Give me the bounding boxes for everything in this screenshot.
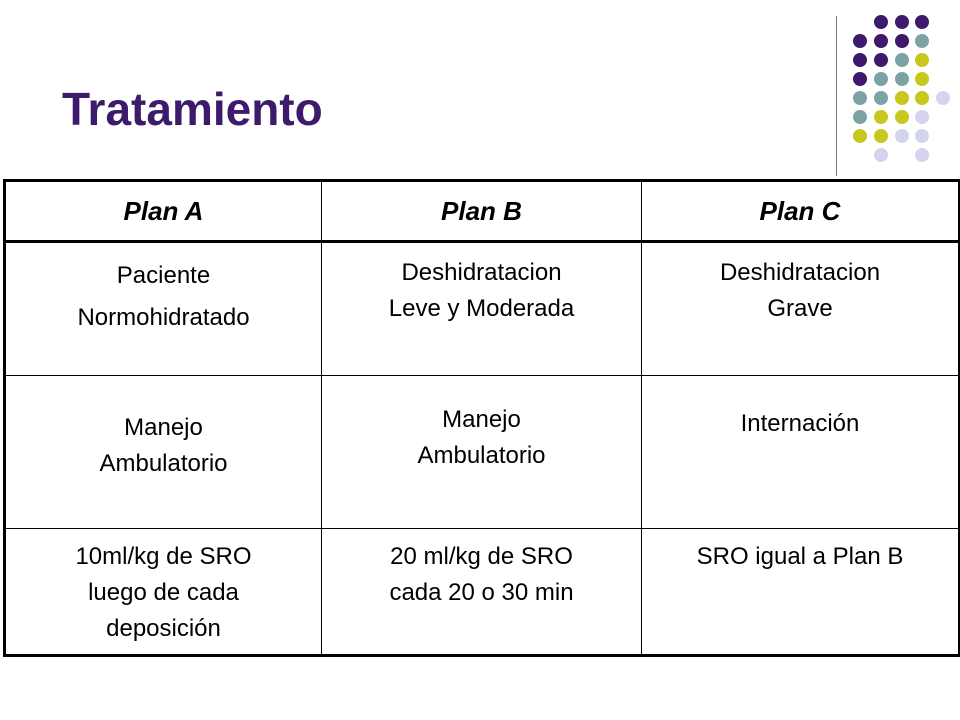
decorative-dot — [895, 34, 909, 48]
cell-plan-a-management — [5, 376, 322, 529]
decorative-dot — [915, 91, 929, 105]
header-plan-a: Plan A — [5, 181, 322, 242]
decorative-dot — [915, 110, 929, 124]
cell-plan-a-status — [5, 242, 322, 376]
treatment-plan-table — [3, 179, 960, 657]
cell-line: 20 ml/kg de SRO — [390, 543, 573, 570]
decorative-dot — [874, 53, 888, 67]
decorative-dot — [874, 72, 888, 86]
header-plan-b: Plan B — [322, 181, 642, 242]
table-row — [5, 529, 960, 656]
decorative-dot-grid — [0, 0, 960, 160]
decorative-dot — [915, 15, 929, 29]
decorative-dot — [936, 91, 950, 105]
decorative-dot — [895, 110, 909, 124]
decorative-dot — [895, 72, 909, 86]
cell-plan-b-status — [322, 242, 642, 376]
cell-plan-c-management — [642, 376, 960, 529]
cell-line: 10ml/kg de SRO — [75, 543, 252, 570]
cell-line: Normohidratado — [77, 304, 250, 331]
cell-plan-b-dose — [322, 529, 642, 656]
cell-line: Grave — [767, 295, 833, 322]
decorative-dot — [915, 72, 929, 86]
cell-plan-b-management — [322, 376, 642, 529]
decorative-dot — [853, 110, 867, 124]
decorative-dot — [874, 15, 888, 29]
decorative-dot — [874, 148, 888, 162]
decorative-dot — [895, 91, 909, 105]
table-header-row — [5, 181, 960, 242]
cell-line: luego de cada — [88, 579, 239, 606]
cell-line: Internación — [740, 410, 860, 437]
decorative-dot — [853, 91, 867, 105]
decorative-dot — [853, 53, 867, 67]
cell-line: Deshidratacion — [401, 259, 562, 286]
decorative-dot — [895, 53, 909, 67]
cell-plan-a-dose — [5, 529, 322, 656]
decorative-dot — [915, 129, 929, 143]
cell-line: cada 20 o 30 min — [389, 579, 574, 606]
cell-line: Leve y Moderada — [388, 295, 575, 322]
cell-plan-c-status — [642, 242, 960, 376]
cell-line: Manejo — [442, 406, 521, 433]
table-row — [5, 376, 960, 529]
decorative-divider-line — [836, 16, 837, 176]
decorative-dot — [874, 91, 888, 105]
decorative-dot — [874, 34, 888, 48]
decorative-dot — [895, 129, 909, 143]
cell-line: deposición — [106, 615, 221, 642]
decorative-dot — [915, 148, 929, 162]
decorative-dot — [853, 72, 867, 86]
header-plan-c: Plan C — [642, 181, 960, 242]
cell-line: Ambulatorio — [417, 442, 546, 469]
decorative-dot — [853, 129, 867, 143]
cell-line: Ambulatorio — [99, 450, 228, 477]
decorative-dot — [874, 110, 888, 124]
decorative-dot — [915, 53, 929, 67]
decorative-dot — [915, 34, 929, 48]
cell-plan-c-dose — [642, 529, 960, 656]
slide-title: Tratamiento — [62, 83, 323, 135]
decorative-dot — [874, 129, 888, 143]
table-row — [5, 242, 960, 376]
cell-line: Paciente — [116, 262, 211, 289]
cell-line: SRO igual a Plan B — [696, 543, 904, 570]
decorative-dot — [895, 15, 909, 29]
cell-line: Manejo — [124, 414, 203, 441]
decorative-dot — [853, 34, 867, 48]
cell-line: Deshidratacion — [719, 259, 881, 286]
